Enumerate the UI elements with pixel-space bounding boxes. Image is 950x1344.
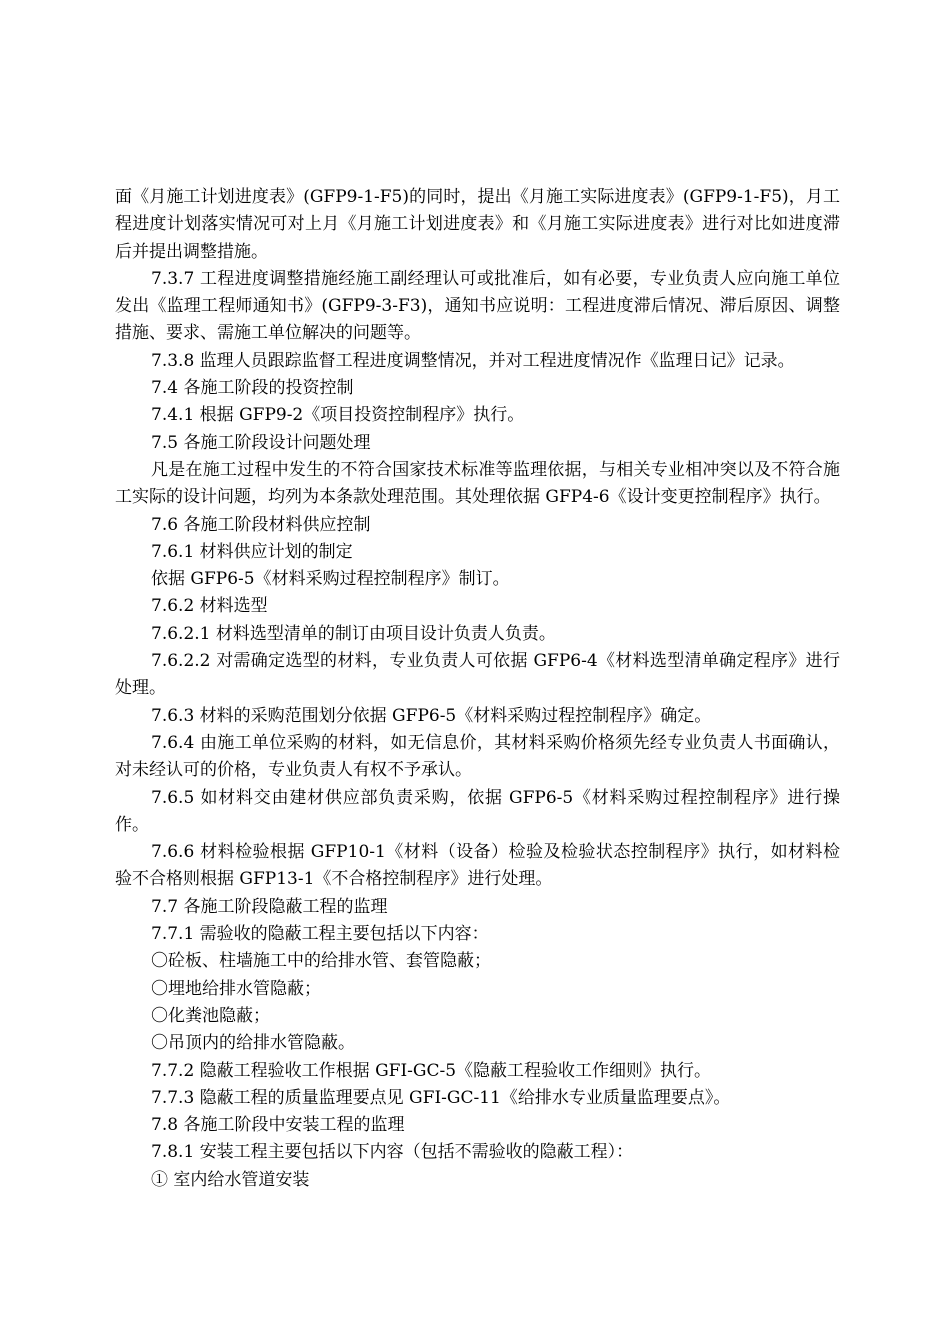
paragraph-7-6-5: 7.6.5 如材料交由建材供应部负责采购，依据 GFP6-5《材料采购过程控制程序》进行操作。: [115, 787, 840, 835]
list-item: 〇砼板、柱墙施工中的给排水管、套管隐蔽；: [151, 951, 491, 972]
list-item: ① 室内给水管道安装: [151, 1169, 310, 1190]
paragraph-7-3-7: 7.3.7 工程进度调整措施经施工副经理认可或批准后，如有必要，专业负责人应向施工单位发出《监理工程师通知书》(GFP9-3-F3)，通知书应说明：工程进度滞后情况、滞后原因、调整措施、要求、需施工单位解决的问题等。: [115, 268, 840, 344]
list-item: 〇吊顶内的给排水管隐蔽。: [151, 1033, 355, 1054]
paragraph-7-3-8: 7.3.8 监理人员跟踪监督工程进度调整情况，并对工程进度情况作《监理日记》记录。: [151, 350, 795, 371]
paragraph-7-6-2-2: 7.6.2.2 对需确定选型的材料，专业负责人可依据 GFP6-4《材料选型清单确定程序》进行处理。: [115, 651, 840, 699]
paragraph-7-6-3: 7.6.3 材料的采购范围划分依据 GFP6-5《材料采购过程控制程序》确定。: [151, 705, 712, 726]
paragraph-7-7-2: 7.7.2 隐蔽工程验收工作根据 GFI-GC-5《隐蔽工程验收工作细则》执行。: [151, 1060, 712, 1081]
heading-7-5: 7.5 各施工阶段设计问题处理: [151, 432, 371, 453]
paragraph-material-plan: 依据 GFP6-5《材料采购过程控制程序》制订。: [151, 569, 510, 590]
paragraph-design-issues: 凡是在施工过程中发生的不符合国家技术标准等监理依据，与相关专业相冲突以及不符合施工实际的设计问题，均列为本条款处理范围。其处理依据 GFP4-6《设计变更控制程序》执行。: [115, 459, 840, 508]
paragraph-progress-comparison: 面《月施工计划进度表》(GFP9-1-F5)的同时，提出《月施工实际进度表》(GFP9-1-F5)，月工程进度计划落实情况可对上月《月施工计划进度表》和《月施工实际进度表》进行对比如进度滞后并提出调整措施。: [115, 187, 840, 262]
paragraph-7-4-1: 7.4.1 根据 GFP9-2《项目投资控制程序》执行。: [151, 405, 525, 426]
list-item: 〇化粪池隐蔽；: [151, 1005, 270, 1026]
heading-7-6-2: 7.6.2 材料选型: [151, 596, 268, 617]
heading-7-6: 7.6 各施工阶段材料供应控制: [151, 514, 371, 535]
heading-7-7: 7.7 各施工阶段隐蔽工程的监理: [151, 896, 388, 917]
paragraph-7-8-1: 7.8.1 安装工程主要包括以下内容（包括不需验收的隐蔽工程）：: [151, 1142, 634, 1163]
paragraph-7-6-6: 7.6.6 材料检验根据 GFP10-1《材料（设备）检验及检验状态控制程序》执行，如材料检验不合格则根据 GFP13-1《不合格控制程序》进行处理。: [115, 842, 840, 890]
heading-7-8: 7.8 各施工阶段中安装工程的监理: [151, 1115, 405, 1136]
paragraph-7-7-1: 7.7.1 需验收的隐蔽工程主要包括以下内容：: [151, 924, 489, 945]
paragraph-7-6-4: 7.6.4 由施工单位采购的材料，如无信息价，其材料采购价格须先经专业负责人书面确认，对未经认可的价格，专业负责人有权不予承认。: [115, 732, 840, 781]
paragraph-7-7-3: 7.7.3 隐蔽工程的质量监理要点见 GFI-GC-11《给排水专业质量监理要点》。: [151, 1087, 731, 1108]
list-item: 〇埋地给排水管隐蔽；: [151, 978, 321, 999]
document-body: [115, 184, 840, 1194]
heading-7-4: 7.4 各施工阶段的投资控制: [151, 378, 354, 399]
paragraph-7-6-2-1: 7.6.2.1 材料选型清单的制订由项目设计负责人负责。: [151, 623, 556, 644]
heading-7-6-1: 7.6.1 材料供应计划的制定: [151, 541, 353, 562]
